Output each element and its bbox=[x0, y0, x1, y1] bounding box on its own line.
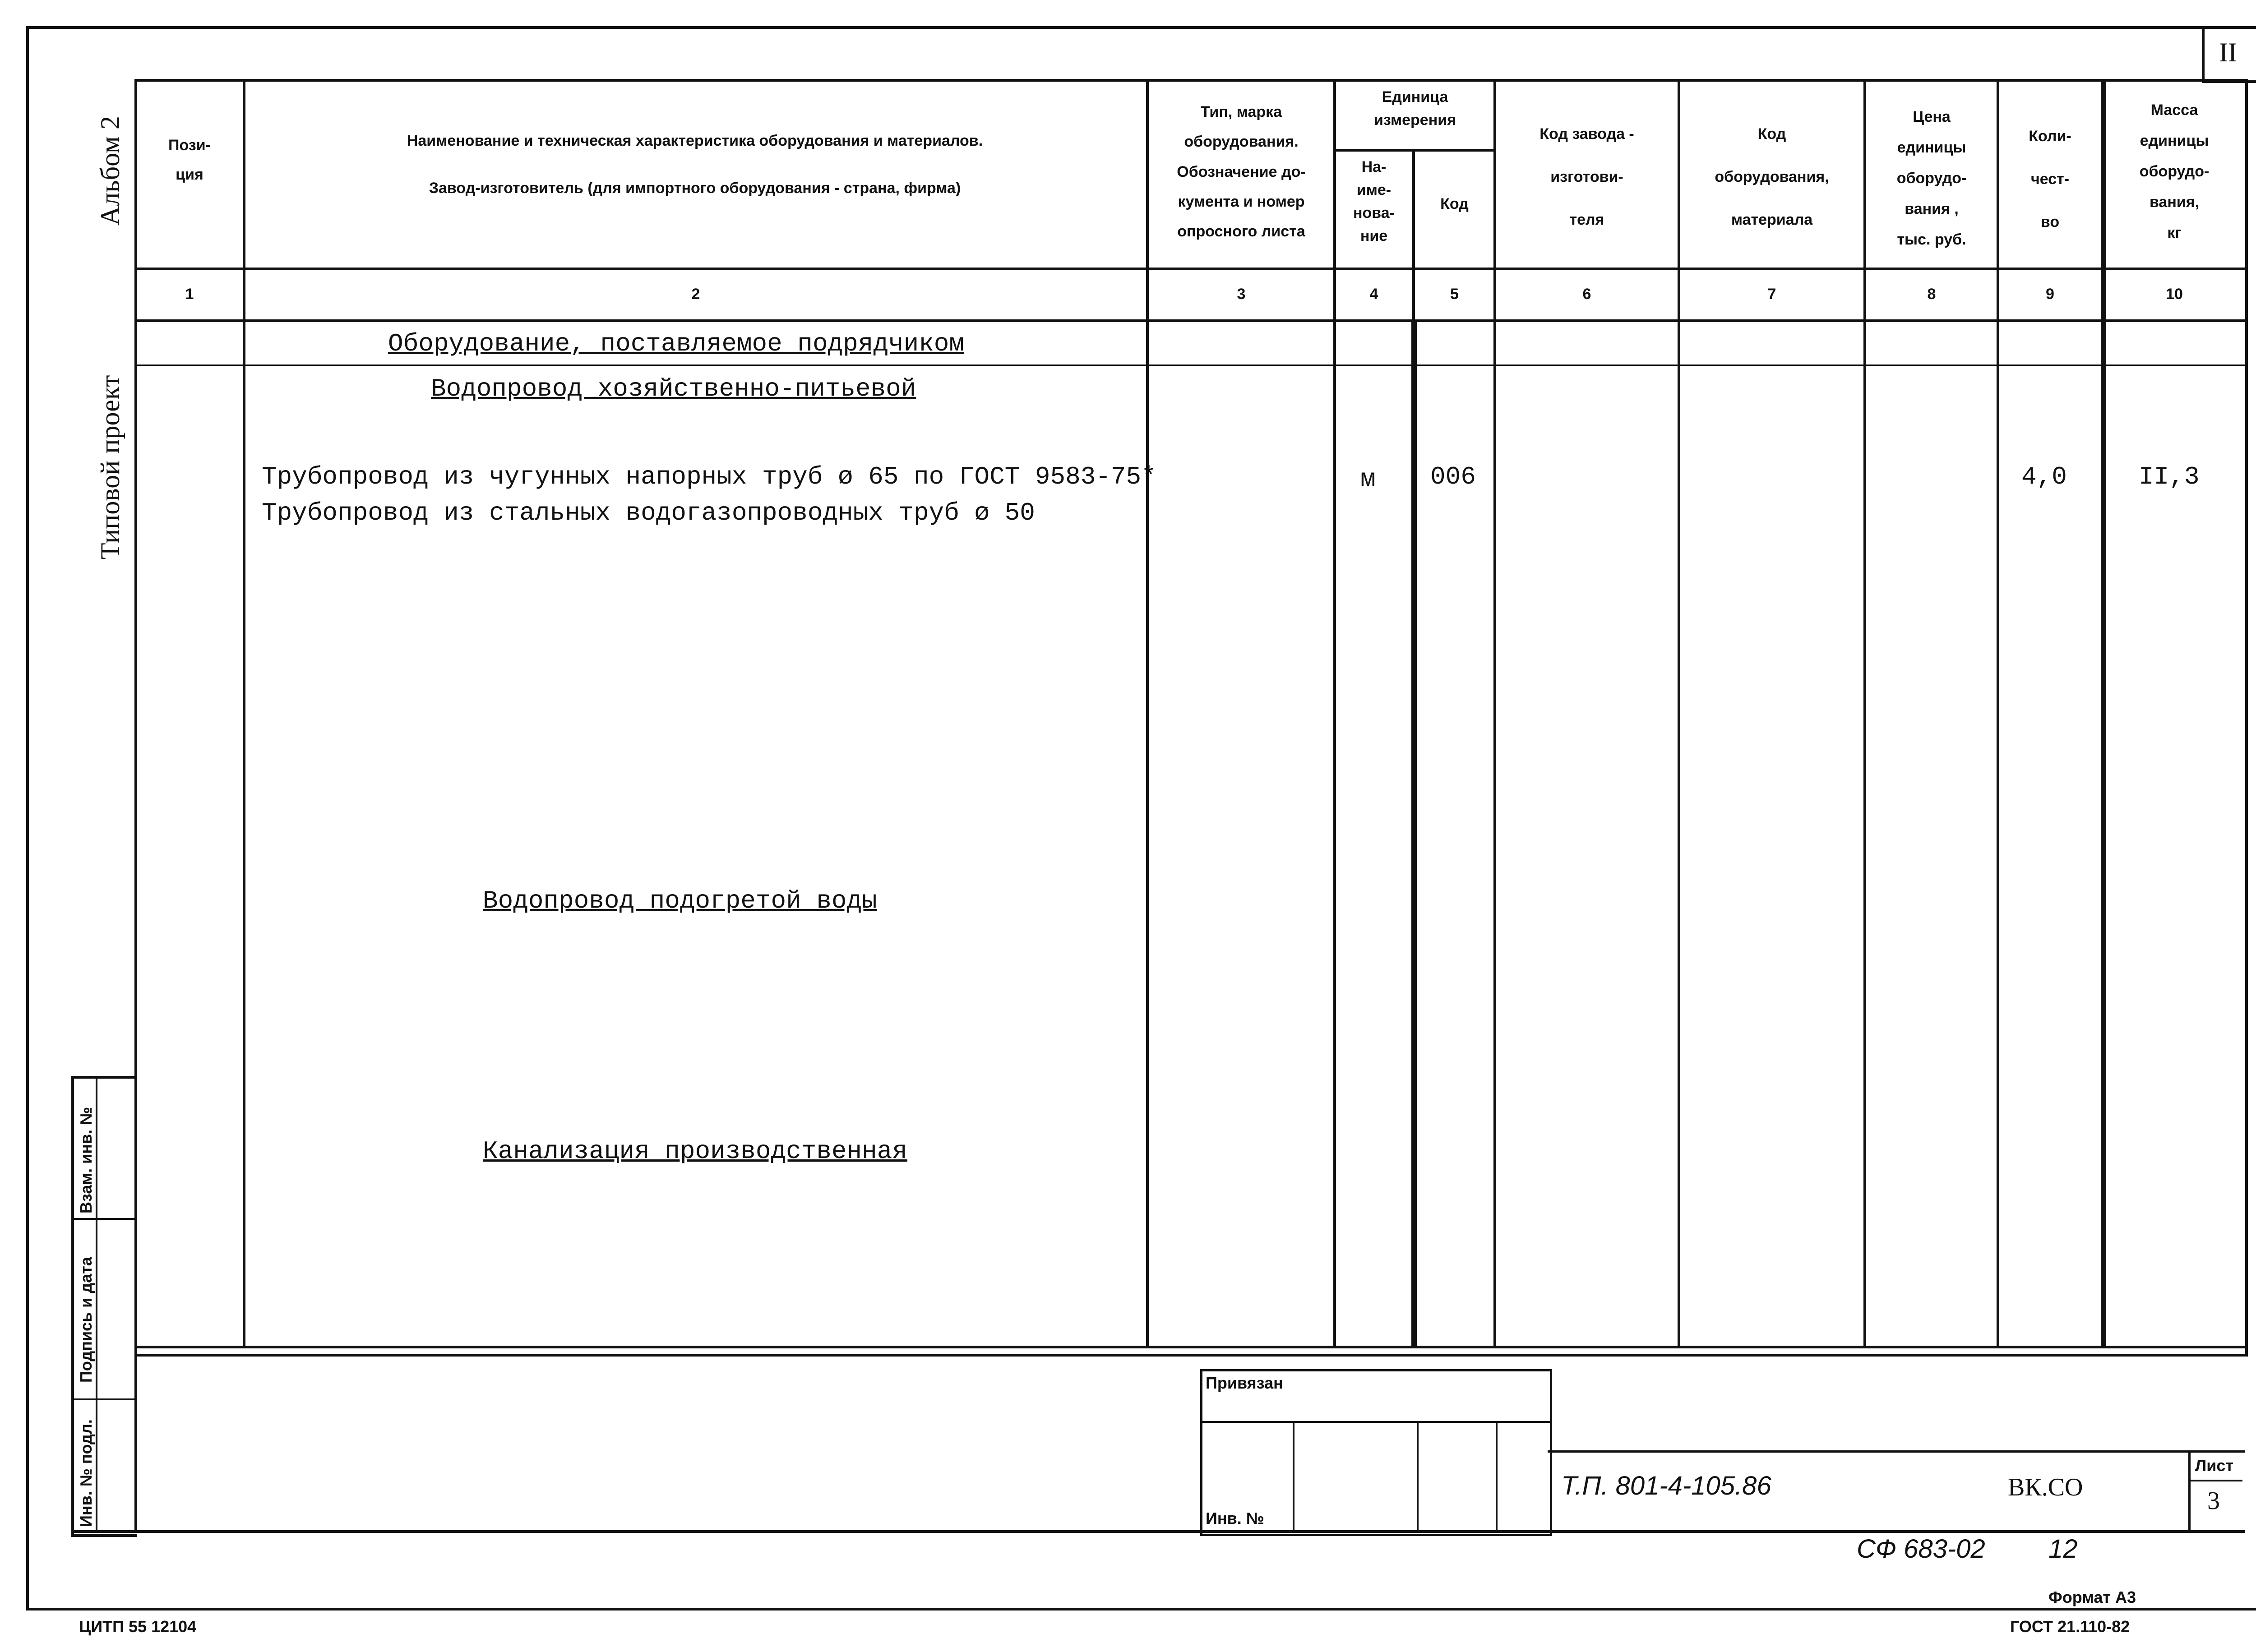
main-table-left-ext bbox=[134, 1348, 137, 1532]
header-col2-line2: Завод-изготовитель (для импортного оборудования - страна, фирма) bbox=[429, 180, 961, 197]
vline-5 bbox=[1493, 79, 1496, 1348]
doc-field-top bbox=[1548, 1450, 2245, 1453]
sheet-value: 3 bbox=[2207, 1487, 2220, 1515]
colnum-5: 5 bbox=[1450, 286, 1459, 303]
stamp-sign-date: Подпись и дата bbox=[77, 1257, 95, 1383]
colnum-10: 10 bbox=[2166, 286, 2183, 303]
main-table bbox=[134, 79, 2248, 1357]
colnum-divider bbox=[134, 319, 2245, 322]
vline-9 bbox=[2101, 79, 2106, 1348]
vline-3 bbox=[1333, 79, 1336, 1348]
colnum-2: 2 bbox=[691, 286, 700, 303]
header-col10: Масса единицы оборудо- вания, кг bbox=[2139, 102, 2210, 241]
handwritten-code: СФ 683-02 bbox=[1857, 1534, 1985, 1564]
stamp-divider bbox=[96, 1076, 97, 1532]
inv-no-label: Инв. № bbox=[1206, 1509, 1264, 1527]
row-line bbox=[134, 365, 2245, 366]
table-bottom-line bbox=[134, 1346, 2245, 1348]
header-col1: Пози- ция bbox=[168, 137, 211, 183]
header-col5: Код bbox=[1440, 195, 1469, 212]
header-col3: Тип, марка оборудования. Обозначение до- кумента и номер опросного листа bbox=[1177, 103, 1306, 240]
colnum-9: 9 bbox=[2046, 286, 2054, 303]
project-label: Типовой проект bbox=[95, 375, 125, 559]
sheet-number: II bbox=[2219, 37, 2237, 67]
stamp-divider bbox=[71, 1218, 134, 1220]
section-drinking-water: Водопровод хозяйственно-питьевой bbox=[431, 374, 916, 403]
header-col6: Код завода - изготови- теля bbox=[1539, 125, 1634, 229]
item-code: 006 bbox=[1430, 462, 1476, 491]
header-col7: Код оборудования, материала bbox=[1715, 125, 1829, 229]
format-label: Формат А3 bbox=[2048, 1588, 2136, 1606]
item-unit: м bbox=[1360, 465, 1376, 494]
section-industrial-sewer: Канализация производственная bbox=[483, 1137, 907, 1166]
title-block-bottom bbox=[71, 1530, 2245, 1533]
privyazan-vline bbox=[1496, 1421, 1498, 1532]
vline-2 bbox=[1146, 79, 1149, 1348]
section-contractor-equipment: Оборудование, поставляемое подрядчиком bbox=[388, 329, 965, 358]
item-name: Трубопровод из стальных водогазопроводных труб ø 50 bbox=[262, 498, 1035, 527]
vline-4-bold bbox=[1411, 320, 1417, 1348]
item-mass: II,3 bbox=[2139, 462, 2200, 491]
colnum-4: 4 bbox=[1369, 286, 1378, 303]
unit-header-divider bbox=[1333, 149, 1496, 152]
sheet-box-divider bbox=[2188, 1480, 2242, 1481]
colnum-1: 1 bbox=[185, 286, 194, 303]
doc-number: Т.П. 801-4-105.86 bbox=[1561, 1471, 1771, 1500]
gost-footer: ГОСТ 21.110-82 bbox=[2010, 1617, 2130, 1636]
header-col9: Коли- чест- во bbox=[2029, 128, 2071, 231]
header-col8: Цена единицы оборудо- вания , тыс. руб. bbox=[1896, 108, 1967, 248]
handwritten-number: 12 bbox=[2048, 1534, 2078, 1564]
colnum-6: 6 bbox=[1582, 286, 1591, 303]
item-name: Трубопровод из чугунных напорных труб ø 65 по ГОСТ 9583-75* bbox=[262, 462, 1156, 491]
privyazan-vline bbox=[1293, 1421, 1294, 1532]
vline-8 bbox=[1997, 79, 1999, 1348]
section-heated-water: Водопровод подогретой воды bbox=[483, 886, 877, 915]
header-col45: Единица измерения bbox=[1374, 88, 1456, 129]
colnum-8: 8 bbox=[1927, 286, 1936, 303]
stamp-inv-no-orig: Инв. № подл. bbox=[77, 1419, 95, 1527]
vline-1 bbox=[243, 79, 245, 1348]
colnum-7: 7 bbox=[1767, 286, 1776, 303]
header-divider bbox=[134, 268, 2245, 270]
sheet-label: Лист bbox=[2195, 1456, 2234, 1475]
vline-7 bbox=[1863, 79, 1866, 1348]
doc-mark: ВК.СО bbox=[2008, 1473, 2083, 1501]
item-qty: 4,0 bbox=[2021, 462, 2067, 491]
album-label: Альбом 2 bbox=[95, 116, 125, 226]
stamp-inv-no-sub: Взам. инв. № bbox=[77, 1107, 95, 1214]
colnum-3: 3 bbox=[1237, 286, 1246, 303]
privyazan-label: Привязан bbox=[1206, 1374, 1283, 1392]
header-col4: На- име- нова- ние bbox=[1353, 158, 1395, 245]
header-col2-line1: Наименование и техническая характеристика оборудования и материалов. bbox=[407, 132, 983, 149]
stamp-divider bbox=[71, 1398, 134, 1400]
privyazan-vline bbox=[1417, 1421, 1419, 1532]
left-code: ЦИТП 55 12104 bbox=[79, 1617, 197, 1636]
vline-6 bbox=[1678, 79, 1680, 1348]
